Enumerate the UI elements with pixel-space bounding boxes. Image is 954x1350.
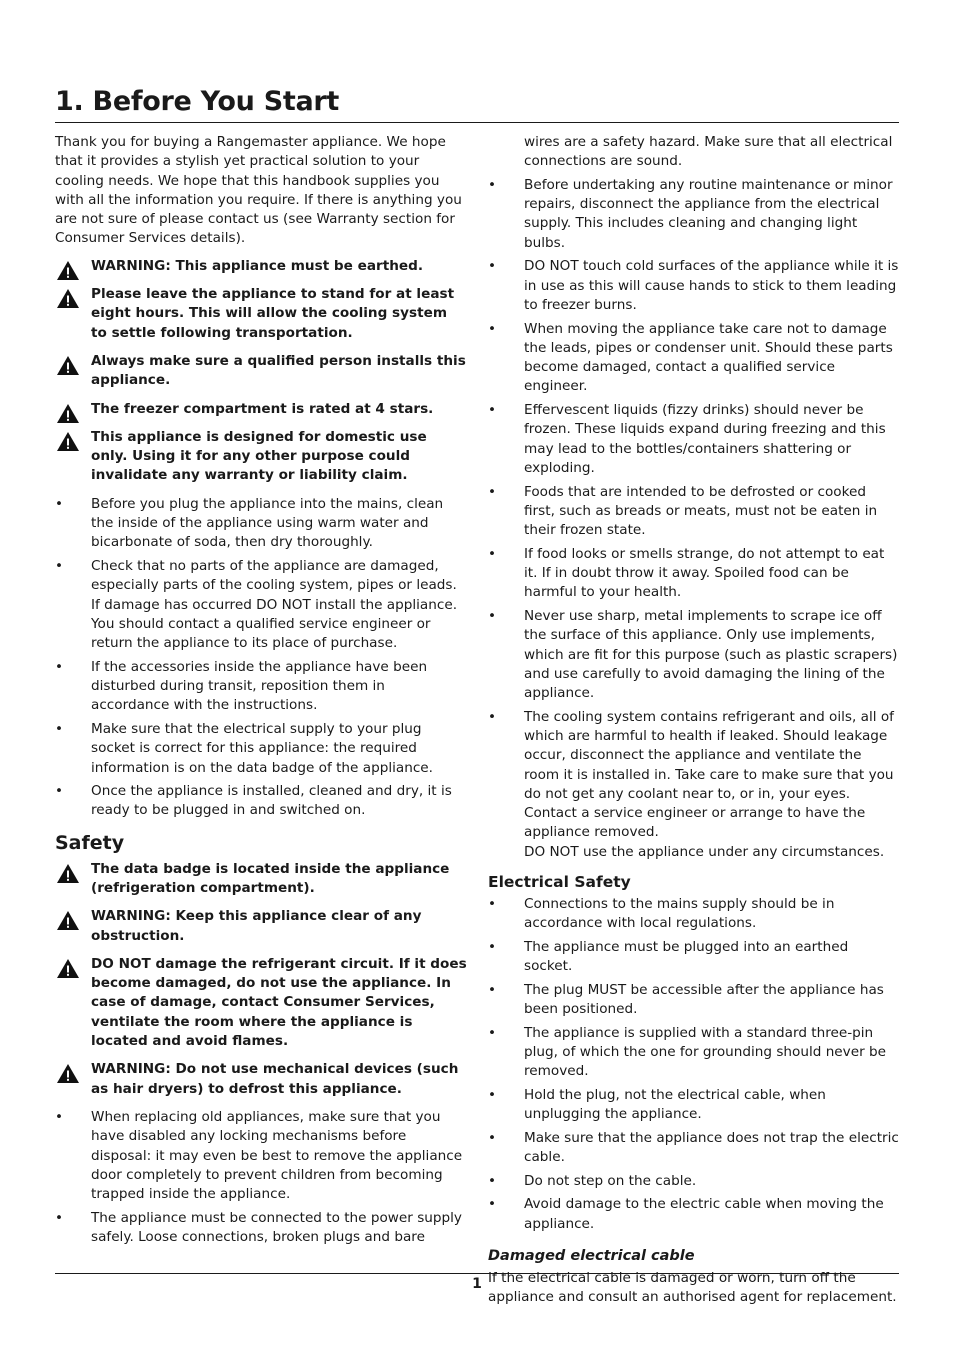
list-item (55, 557, 467, 653)
warning-triangle-icon (56, 431, 80, 452)
bullet-dot: • (55, 1108, 64, 1125)
warning-item (55, 352, 467, 391)
list-item-text: Hold the plug, not the electrical cable, when unplugging the appliance. (524, 1086, 826, 1123)
bullet-dot: • (55, 783, 64, 800)
list-item (488, 545, 900, 603)
warning-text: WARNING: Keep this appliance clear of any obstruction. (91, 908, 422, 944)
warning-item (55, 285, 467, 343)
safety-heading: Safety (55, 831, 125, 854)
list-item-text: When replacing old appliances, make sure that you have disabled any locking mechanisms before disposal: it may even be best to remove the appliance door completely to prevent children from becoming trapped inside the appliance. (91, 1108, 463, 1203)
footer-divider (55, 1273, 899, 1274)
bullets-top (55, 495, 467, 821)
warning-icon (55, 257, 91, 276)
list-item (55, 495, 467, 553)
warning-triangle-icon (56, 1063, 80, 1084)
warning-triangle-icon (56, 260, 80, 281)
list-item-text: When moving the appliance take care not to damage the leads, pipes or condenser unit. Should these parts become damaged, contact a qualified service engineer. (524, 320, 893, 395)
list-item (488, 1024, 900, 1082)
bullet-dot: • (55, 495, 64, 512)
list-item-text: DO NOT touch cold surfaces of the appliance while it is in use as this will cause hands to stick to them leading to freezer burns. (524, 258, 899, 313)
warning-icon (55, 400, 91, 419)
bullet-dot: • (488, 176, 497, 193)
list-item-text: Before undertaking any routine maintenance or minor repairs, disconnect the appliance from the electrical supply. This includes cleaning and changing light bulbs. (524, 176, 893, 251)
warning-text: This appliance is designed for domestic use only. Using it for any other purpose could invalidate any warranty or liability claim. (91, 428, 427, 484)
list-item (488, 981, 900, 1020)
bullet-dot: • (488, 981, 497, 998)
warning-text: WARNING: This appliance must be earthed. (91, 257, 423, 274)
list-item-text: Effervescent liquids (fizzy drinks) should never be frozen. These liquids expand during freezing and this may lead to the bottles/containers shattering or exploding. (524, 402, 886, 476)
list-item (488, 401, 900, 478)
bullet-dot: • (488, 402, 497, 419)
warning-item (55, 428, 467, 486)
warning-triangle-icon (56, 403, 80, 424)
left-column (55, 133, 467, 1252)
electrical-bullets (488, 895, 900, 1234)
bullet-dot: • (488, 1172, 497, 1189)
warning-item (55, 1060, 467, 1099)
bullet-dot: • (488, 607, 497, 624)
list-item (55, 1108, 467, 1204)
page-title: 1. Before You Start (55, 86, 339, 117)
list-item (488, 938, 900, 977)
list-item-text: Foods that are intended to be defrosted or cooked first, such as breads or meats, must not be eaten in their frozen state. (524, 483, 878, 539)
bullet-dot: • (55, 1209, 64, 1226)
list-item-text: Make sure that the electrical supply to your plug socket is correct for this appliance: the required information is on the data badge of the appliance. (91, 720, 433, 776)
list-item (488, 320, 900, 397)
list-item-text: The appliance must be connected to the power supply safely. Loose connections, broken plugs and bare (91, 1209, 462, 1246)
warning-item (55, 860, 467, 899)
bullet-dot: • (488, 1129, 497, 1146)
bullet-dot: • (488, 545, 497, 562)
warning-text: WARNING: Do not use mechanical devices (such as hair dryers) to defrost this appliance. (91, 1061, 459, 1097)
refrigerant-line-1: The cooling system contains refrigerant and oils, all of which are harmful to health if leaked. Should leakage occur, disconnect the appliance and ventilate the room it is installed in. Take care to make sure that you do not get any coolant near to, or in, your eyes. (524, 708, 894, 802)
list-item-text: Never use sharp, metal implements to scrape ice off the surface of this appliance. Only use implements, which are fit for this purpose (such as plastic scrapers) and use carefully to avoid damaging the lining of the appliance. (524, 607, 898, 702)
bullet-dot: • (488, 938, 497, 955)
warning-triangle-icon (56, 355, 80, 376)
bullet-dot: • (488, 1086, 497, 1103)
safety-bullets-left (55, 1108, 467, 1247)
warnings-top (55, 257, 467, 486)
list-item (55, 658, 467, 716)
list-item (488, 176, 900, 253)
list-item (488, 1086, 900, 1125)
bullet-dot: • (488, 896, 497, 913)
bullet-dot: • (488, 320, 497, 337)
list-item-text: If food looks or smells strange, do not attempt to eat it. If in doubt throw it away. Spoiled food can be harmful to your health. (524, 545, 885, 601)
bullet-dot: • (488, 258, 497, 275)
warning-text: The data badge is located inside the appliance (refrigeration compartment). (91, 860, 450, 896)
warning-icon (55, 285, 91, 304)
damaged-cable-heading: Damaged electrical cable (488, 1247, 695, 1264)
title-divider (55, 122, 899, 123)
list-item (55, 1209, 467, 1248)
list-item (55, 720, 467, 778)
warning-text: DO NOT damage the refrigerant circuit. If it does become damaged, do not use the appliance. In case of damage, contact Consumer Services, ventilate the room where the appliance is located and avoid flames. (91, 955, 467, 1050)
warning-triangle-icon (56, 288, 80, 309)
list-item-text: Connections to the mains supply should be in accordance with local regulations. (524, 896, 835, 932)
list-item (488, 607, 900, 703)
warning-icon (55, 428, 91, 447)
bullet-dot: • (55, 658, 64, 675)
warning-icon (55, 907, 91, 926)
bullet-dot: • (488, 1196, 497, 1213)
list-item-text: The appliance is supplied with a standard three-pin plug, of which the one for grounding should never be removed. (524, 1024, 886, 1080)
list-item (488, 483, 900, 541)
refrigerant-line-2: Contact a service engineer or arrange to have the appliance removed. (524, 805, 866, 841)
warning-icon (55, 955, 91, 974)
list-item (488, 1195, 900, 1234)
warning-text: The freezer compartment is rated at 4 stars. (91, 400, 434, 417)
warning-triangle-icon (56, 863, 80, 884)
list-item (488, 1129, 900, 1168)
warning-icon (55, 352, 91, 371)
refrigerant-bullet (488, 708, 900, 862)
warning-triangle-icon (56, 958, 80, 979)
safety-continuation: wires are a safety hazard. Make sure that all electrical connections are sound. (524, 134, 893, 170)
warning-item (55, 907, 467, 946)
bullet-dot: • (488, 708, 497, 725)
warning-item (55, 400, 467, 419)
safety-warnings (55, 860, 467, 1099)
warning-text: Always make sure a qualified person installs this appliance. (91, 352, 466, 389)
page-number: 1 (472, 1276, 482, 1292)
intro-paragraph: Thank you for buying a Rangemaster appliance. We hope that it provides a stylish yet practical solution to your cooling needs. We hope that this handbook supplies you with all the information you require. If there is anything you are not sure of please contact us (see Warranty section for Consumer Services details). (55, 134, 462, 247)
damaged-cable-text: If the electrical cable is damaged or worn, turn off the appliance and consult an authorised agent for replacement. (488, 1269, 897, 1306)
list-item-text: The appliance must be plugged into an earthed socket. (524, 938, 849, 975)
electrical-safety-heading: Electrical Safety (488, 873, 631, 892)
bullet-dot: • (55, 557, 64, 574)
safety-bullets-right (488, 176, 900, 704)
warning-triangle-icon (56, 910, 80, 931)
refrigerant-bullet-list (488, 708, 900, 862)
list-item-text: Check that no parts of the appliance are damaged, especially parts of the cooling system, pipes or leads. If damage has occurred DO NOT install the appliance. You should contact a qualified service engineer or return the appliance to its place of purchase. (91, 557, 458, 652)
right-column (488, 133, 900, 1307)
list-item-text: Once the appliance is installed, cleaned and dry, it is ready to be plugged in and switched on. (91, 783, 452, 819)
bullet-dot: • (55, 720, 64, 737)
warning-icon (55, 1060, 91, 1079)
list-item-text: If the accessories inside the appliance have been disturbed during transit, reposition them in accordance with the instructions. (91, 658, 428, 714)
list-item-text: Before you plug the appliance into the mains, clean the inside of the appliance using warm water and bicarbonate of soda, then dry thoroughly. (91, 495, 444, 551)
warning-item (55, 955, 467, 1051)
warning-text: Please leave the appliance to stand for at least eight hours. This will allow the cooling system to settle following transportation. (91, 286, 455, 341)
list-item-text: The plug MUST be accessible after the appliance has been positioned. (524, 981, 884, 1018)
list-item (488, 257, 900, 315)
list-item-text: Do not step on the cable. (524, 1172, 697, 1189)
list-item-text: Make sure that the appliance does not trap the electric cable. (524, 1129, 899, 1166)
list-item (55, 782, 467, 821)
bullet-dot: • (488, 483, 497, 500)
warning-item (55, 257, 467, 276)
list-item (488, 895, 900, 934)
list-item (488, 1172, 900, 1191)
bullet-dot: • (488, 1024, 497, 1041)
warning-icon (55, 860, 91, 879)
refrigerant-line-3: DO NOT use the appliance under any circumstances. (524, 843, 885, 860)
list-item-text: Avoid damage to the electric cable when moving the appliance. (524, 1196, 884, 1232)
